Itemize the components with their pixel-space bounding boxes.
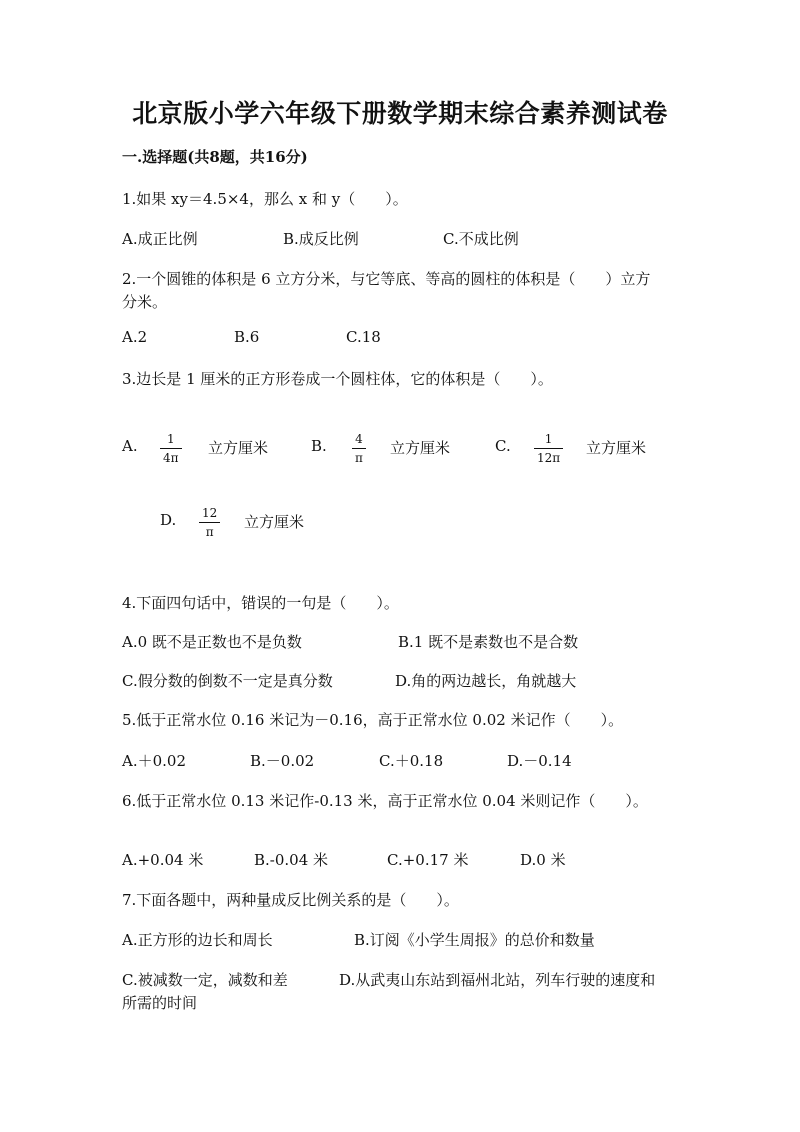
page-title: 北京版小学六年级下册数学期末综合素养测试卷 [132,99,668,128]
q2-option-b: B.6 [234,328,260,346]
question-4: 4.下面四句话中，错误的一句是（ ）。 [122,594,399,612]
fraction-numerator: 4 [355,432,363,446]
q3-option-c-fraction [534,432,563,465]
q7-option-d-line-1: D.从武夷山东站到福州北站，列车行驶的速度和 [339,971,656,989]
fraction-numerator: 1 [544,432,553,446]
q1-option-c: C.不成比例 [443,230,519,248]
q7-option-a: A.正方形的边长和周长 [122,931,273,949]
q5-option-d: D.－0.14 [507,752,572,770]
q5-option-a: A.＋0.02 [122,752,186,770]
question-1: 1.如果 xy＝4.5×4，那么 x 和 y（ ）。 [122,190,408,208]
question-5: 5.低于正常水位 0.16 米记为－0.16，高于正常水位 0.02 米记作（ ）。 [122,711,624,729]
q7-option-b: B.订阅《小学生周报》的总价和数量 [354,931,595,949]
question-2-line-1: 2.一个圆锥的体积是 6 立方分米，与它等底、等高的圆柱的体积是（ ）立方 [122,270,651,288]
fraction-denominator: π [355,451,363,465]
q3-option-a-fraction [160,432,182,465]
fraction-denominator: 4π [163,451,179,465]
fraction-bar [534,448,563,449]
q3-option-b-label: B. [311,437,327,455]
q3-option-d-label: D. [160,511,177,529]
q3-option-a-label: A. [122,437,138,455]
fraction-bar [160,448,182,449]
fraction-numerator: 1 [166,432,175,446]
q5-option-b: B.－0.02 [250,752,315,770]
q3-option-d-unit: 立方厘米 [244,513,305,531]
q1-option-b: B.成反比例 [283,230,359,248]
q5-option-c: C.＋0.18 [379,752,444,770]
question-3: 3.边长是 1 厘米的正方形卷成一个圆柱体，它的体积是（ ）。 [122,370,553,388]
question-7: 7.下面各题中，两种量成反比例关系的是（ ）。 [122,891,459,909]
fraction-numerator: 12 [202,506,218,520]
q2-option-c: C.18 [346,328,381,346]
q3-option-b-unit: 立方厘米 [390,439,451,457]
fraction-bar [352,448,366,449]
q3-option-c-label: C. [495,437,511,455]
q4-option-c: C.假分数的倒数不一定是真分数 [122,672,333,690]
q1-option-a: A.成正比例 [122,230,198,248]
section-heading: 一.选择题(共8题，共16分) [122,148,308,166]
q6-option-d: D.0 米 [520,851,566,869]
question-2-line-2: 分米。 [122,293,168,311]
q3-option-a-unit: 立方厘米 [208,439,269,457]
fraction-denominator: 12π [537,451,561,465]
q4-option-b: B.1 既不是素数也不是合数 [398,633,579,651]
q6-option-c: C.+0.17 米 [387,851,469,869]
q7-option-d-line-2: 所需的时间 [122,994,198,1012]
q6-option-a: A.+0.04 米 [122,851,204,869]
q4-option-d: D.角的两边越长，角就越大 [395,672,577,690]
fraction-bar [199,522,220,523]
q3-option-d-fraction [199,506,220,539]
q2-option-a: A.2 [122,328,148,346]
q4-option-a: A.0 既不是正数也不是负数 [122,633,302,651]
q3-option-b-fraction [352,432,366,465]
question-6: 6.低于正常水位 0.13 米记作-0.13 米，高于正常水位 0.04 米则记作（ ）。 [122,792,648,810]
q3-option-c-unit: 立方厘米 [586,439,647,457]
fraction-denominator: π [205,525,214,539]
q6-option-b: B.-0.04 米 [254,851,329,869]
q7-option-c: C.被减数一定，减数和差 [122,971,288,989]
